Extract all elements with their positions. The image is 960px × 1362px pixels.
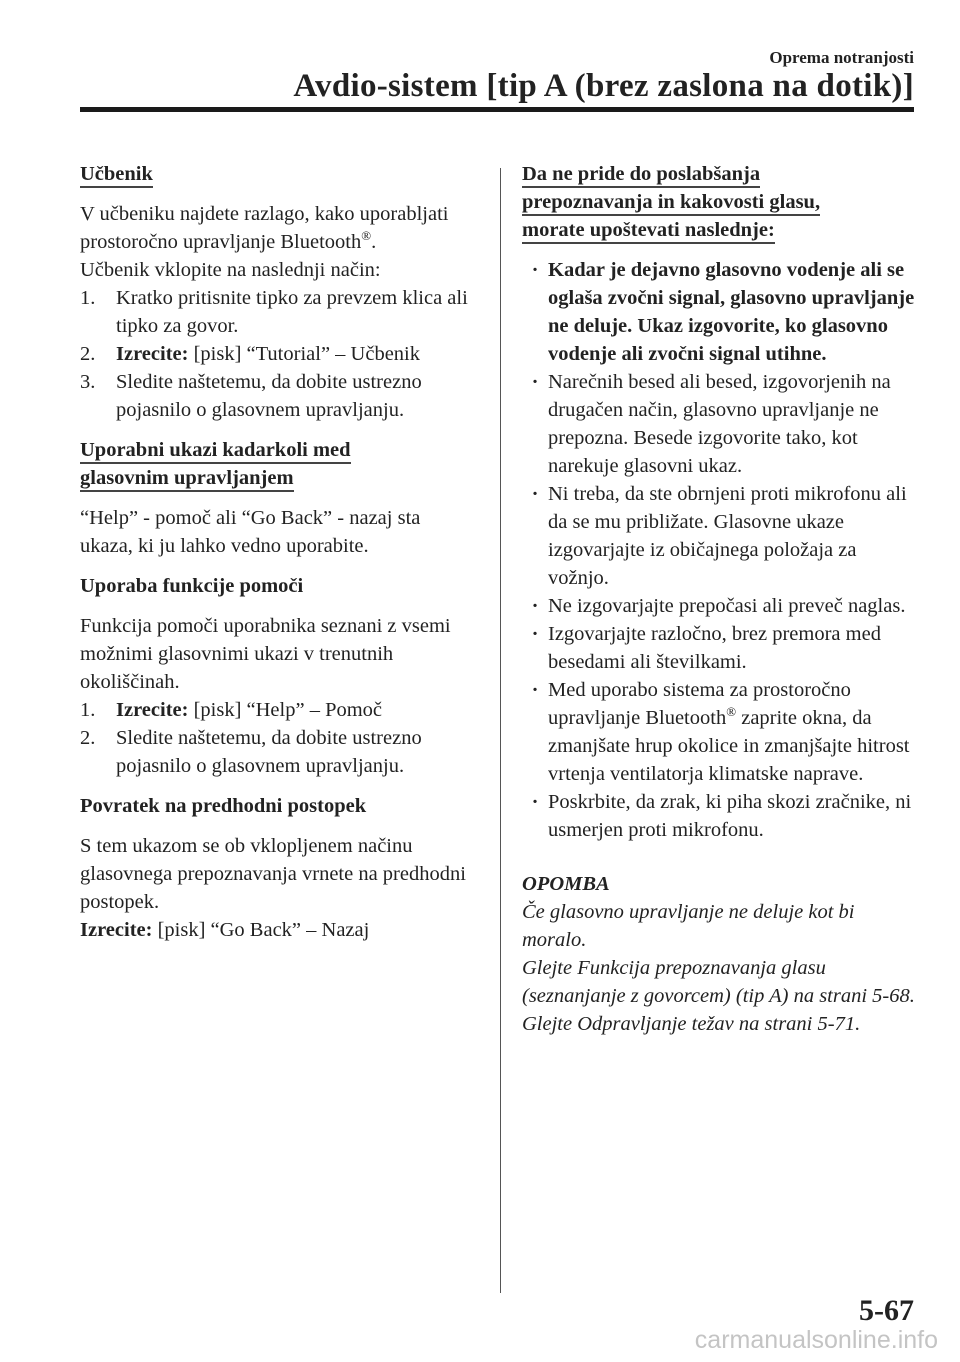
watermark: carmanualsonline.info — [694, 1326, 938, 1354]
heading-tutorial: Učbenik — [80, 160, 476, 188]
heading-commands: Uporabni ukazi kadarkoli med — [80, 436, 476, 464]
tutorial-instruction: Učbenik vklopite na naslednji način: — [80, 259, 381, 281]
column-divider — [500, 168, 501, 1293]
help-text: Funkcija pomoči uporabnika seznani z vsemi možnimi glasovnimi ukazi v trenutnih okoliščinah. — [80, 615, 451, 693]
bullet-icon: · — [531, 679, 539, 701]
back-text: S tem ukazom se ob vklopljenem načinu glasovnega prepoznavanja vrnete na predhodni postopek. — [80, 835, 466, 913]
heading-commands-line-2: glasovnim upravljanjem — [80, 464, 476, 492]
page-number: 5-67 — [859, 1294, 914, 1327]
page-title: Avdio-sistem [tip A (brez zaslona na dotik)] — [293, 68, 914, 104]
list-item: · Med uporabo sistema za prostoročno upravljanje Bluetooth® zaprite okna, da zmanjšate hrup okolice in zmanjšajte hitrost vrtenja ventilatorja klimatske naprave. — [522, 676, 922, 788]
bullet-icon: · — [531, 595, 539, 617]
list-item: · Izgovarjajte razločno, brez premora med besedami ali številkami. — [522, 620, 922, 676]
note-line: Če glasovno upravljanje ne deluje kot bi moralo. — [522, 901, 855, 951]
bullet-icon: · — [531, 259, 539, 281]
bullet-icon: · — [531, 483, 539, 505]
list-item: · Kadar je dejavno glasovno vodenje ali se oglaša zvočni signal, glasovno upravljanje ne deluje. Ukaz izgovorite, ko glasovno vodenje ali zvočni signal utihne. — [522, 256, 922, 368]
heading-help: Uporaba funkcije pomoči — [80, 575, 304, 597]
tutorial-step: 2. Izrecite: [pisk] “Tutorial” – Učbenik — [80, 343, 420, 365]
note-label: OPOMBA — [522, 873, 610, 895]
heading-quality-line-2: prepoznavanja in kakovosti glasu, — [522, 188, 922, 216]
list-item: · Ni treba, da ste obrnjeni proti mikrofonu ali da se mu približate. Glasovne ukaze izgovarjajte iz običajnega položaja za vožnjo. — [522, 480, 922, 592]
bullet-icon: · — [531, 623, 539, 645]
heading-back: Povratek na predhodni postopek — [80, 795, 367, 817]
tutorial-step: 3. Sledite naštetemu, da dobite ustrezno pojasnilo o glasovnem upravljanju. — [80, 371, 422, 421]
heading-quality: Da ne pride do poslabšanja — [522, 160, 922, 188]
tutorial-step: 1. Kratko pritisnite tipko za prevzem klica ali tipko za govor. — [80, 287, 468, 337]
help-step: 1. Izrecite: [pisk] “Help” – Pomoč — [80, 699, 383, 721]
commands-text: “Help” - pomoč ali “Go Back” - nazaj sta ukaza, ki ju lahko vedno uporabite. — [80, 507, 421, 557]
right-column — [522, 160, 922, 1038]
list-item: · Narečnih besed ali besed, izgovorjenih na drugačen način, glasovno upravljanje ne prepozna. Besede izgovorite tako, kot narekuje glasovni ukaz. — [522, 368, 922, 480]
note-line: Glejte Funkcija prepoznavanja glasu (seznanjanje z govorcem) (tip A) na strani 5-68. — [522, 957, 915, 1007]
header-rule — [80, 107, 914, 112]
section-label: Oprema notranjosti — [769, 48, 914, 67]
back-command: Izrecite: [pisk] “Go Back” – Nazaj — [80, 919, 370, 941]
bullet-icon: · — [531, 371, 539, 393]
note-line: Glejte Odpravljanje težav na strani 5-71. — [522, 1013, 861, 1035]
help-step: 2. Sledite naštetemu, da dobite ustrezno pojasnilo o glasovnem upravljanju. — [80, 727, 422, 777]
heading-quality-line-3: morate upoštevati naslednje: — [522, 216, 922, 244]
left-column — [80, 160, 476, 944]
list-item: · Ne izgovarjajte prepočasi ali preveč naglas. — [522, 592, 922, 620]
bullet-icon: · — [531, 791, 539, 813]
tutorial-text: V učbeniku najdete razlago, kako uporabljati prostoročno upravljanje Bluetooth®. — [80, 203, 449, 253]
list-item: · Poskrbite, da zrak, ki piha skozi zračnike, ni usmerjen proti mikrofonu. — [522, 788, 922, 844]
